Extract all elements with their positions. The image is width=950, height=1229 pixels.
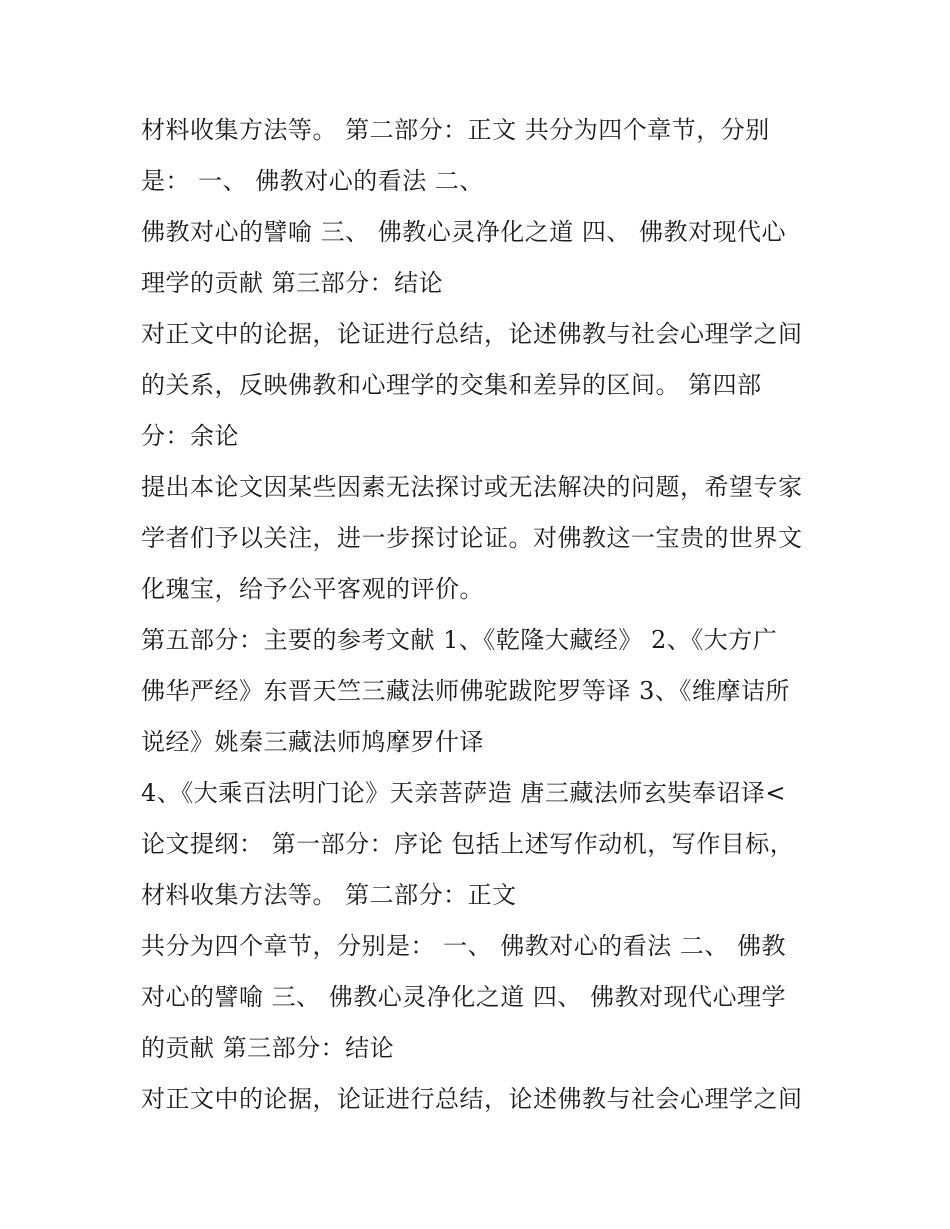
text-line: 的关系，反映佛教和心理学的交集和差异的区间。 第四部 <box>141 371 762 399</box>
body-text <box>141 105 841 1125</box>
text-line: 佛教对心的譬喻 三、 佛教心灵净化之道 四、 佛教对现代心 <box>141 218 787 246</box>
text-line: 材料收集方法等。 第二部分：正文 共分为四个章节，分别 <box>141 116 770 144</box>
text-line: 佛华严经》东晋天竺三藏法师佛驼跋陀罗等译 3、《维摩诘所 <box>141 677 790 705</box>
text-line: 对正文中的论据，论证进行总结，论述佛教与社会心理学之间 <box>141 1085 803 1113</box>
text-line: 共分为四个章节，分别是： 一、 佛教对心的看法 二、 佛教 <box>141 932 787 960</box>
text-line: 对心的譬喻 三、 佛教心灵净化之道 四、 佛教对现代心理学 <box>141 983 787 1011</box>
text-line: 提出本论文因某些因素无法探讨或无法解决的问题，希望专家 <box>141 473 803 501</box>
text-line: 分：余论 <box>141 422 239 450</box>
text-line: 化瑰宝，给予公平客观的评价。 <box>141 575 484 603</box>
text-line: 说经》姚秦三藏法师鸠摩罗什译 <box>141 728 484 756</box>
text-line: 对正文中的论据，论证进行总结，论述佛教与社会心理学之间 <box>141 320 803 348</box>
text-line: 第五部分：主要的参考文献 1、《乾隆大藏经》 2、《大方广 <box>141 626 778 654</box>
text-line: 4、《大乘百法明门论》天亲菩萨造 唐三藏法师玄奘奉诏译< <box>141 779 787 807</box>
text-line: 论文提纲： 第一部分：序论 包括上述写作动机，写作目标， <box>141 830 795 858</box>
text-line: 材料收集方法等。 第二部分：正文 <box>141 881 517 909</box>
text-line: 的贡献 第三部分：结论 <box>141 1034 395 1062</box>
text-line: 理学的贡献 第三部分：结论 <box>141 269 444 297</box>
text-line: 学者们予以关注，进一步探讨论证。对佛教这一宝贵的世界文 <box>141 524 803 552</box>
text-line: 是： 一、 佛教对心的看法 二、 <box>141 167 484 195</box>
